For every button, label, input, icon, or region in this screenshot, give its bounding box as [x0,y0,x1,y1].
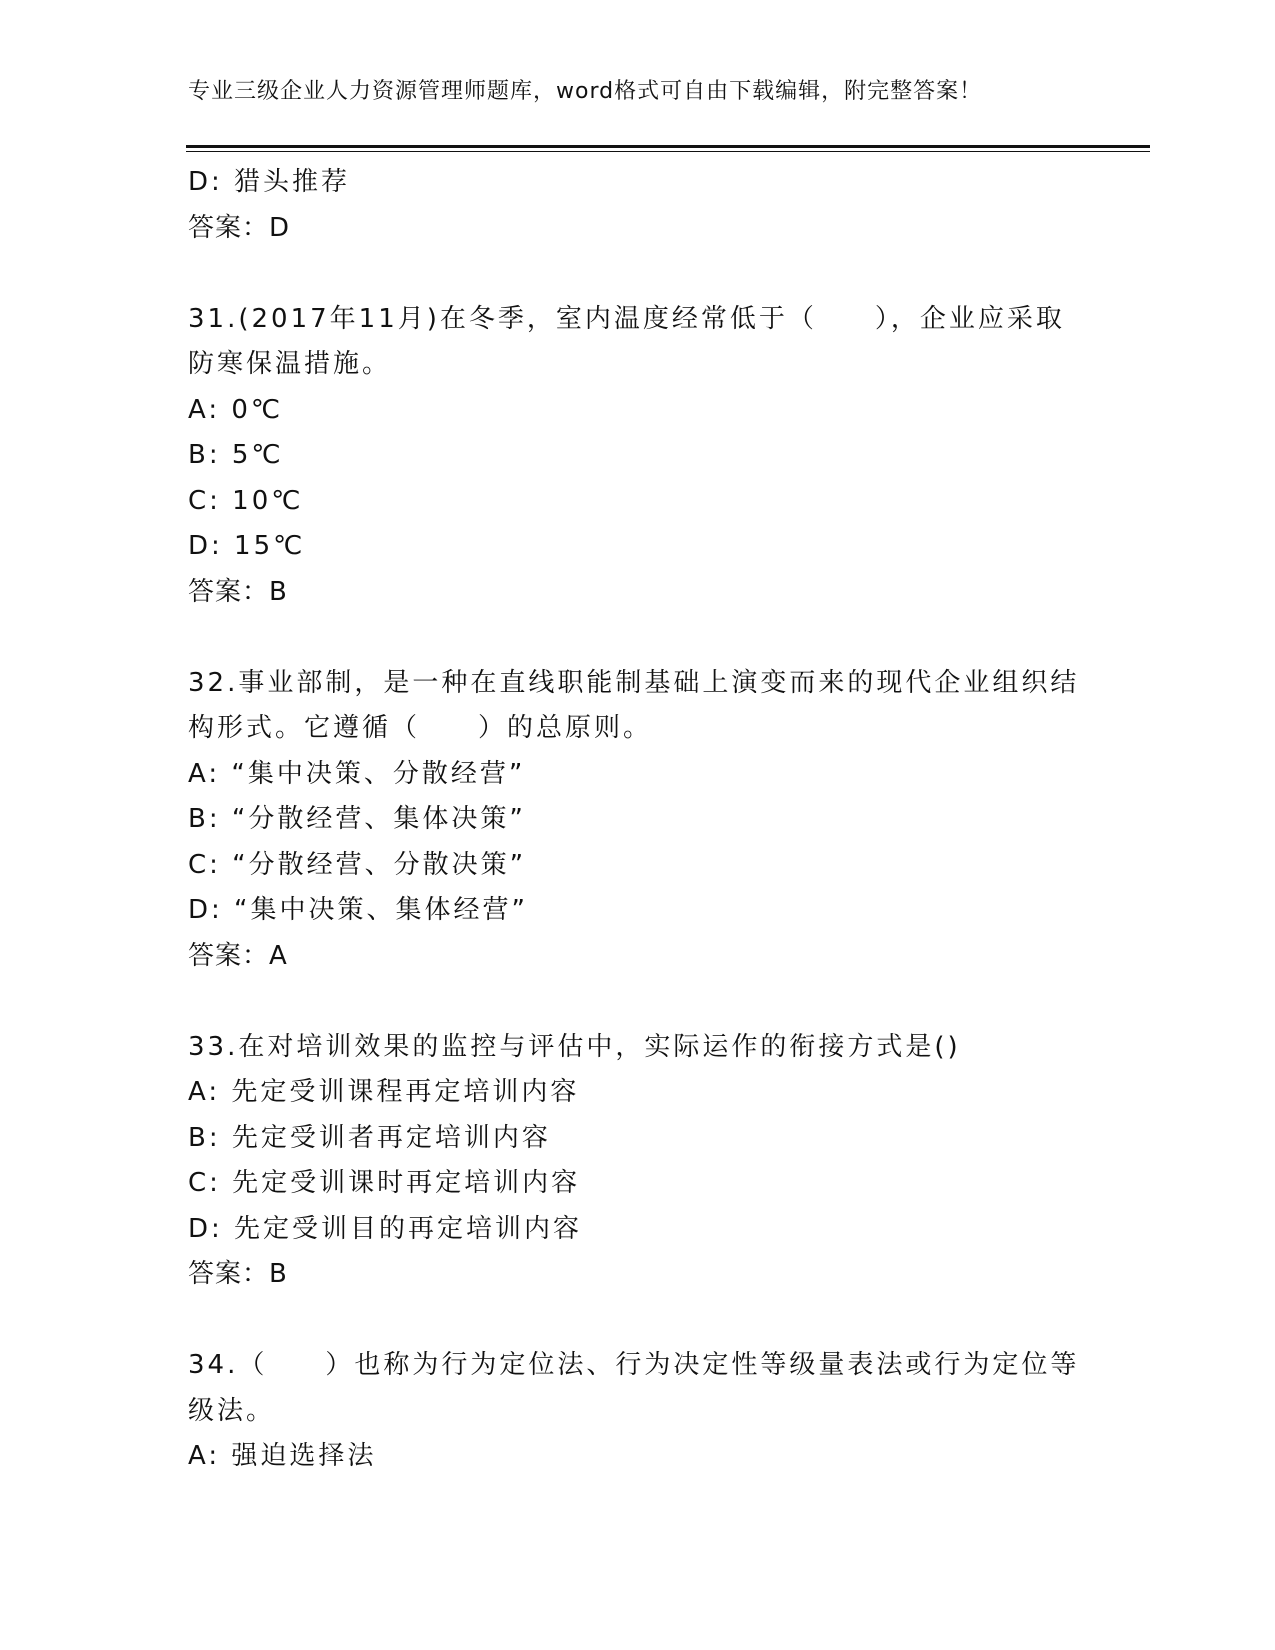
prev-answer: 答案：D [188,212,291,243]
spacer [188,1298,1088,1344]
q31-option-d: D: 15℃ [188,531,306,561]
q32-stem-line2: 构形式。它遵循（ ）的总原则。 [188,713,653,743]
q32-option-a: A: “集中决策、分散经营” [188,758,526,789]
q31-option-c: C: 10℃ [188,485,304,516]
q34-stem-line2: 级法。 [188,1395,276,1426]
prev-option-d: D: 猎头推荐 [188,167,351,197]
q31-stem-line2: 防寒保温措施。 [188,349,392,379]
page-header: 专业三级企业人力资源管理师题库，word格式可自由下载编辑，附完整答案！ [188,79,983,104]
q31-answer: 答案：B [188,576,288,607]
q32-option-c: C: “分散经营、分散决策” [188,849,527,880]
q33-option-d: D: 先定受训目的再定培训内容 [188,1213,583,1244]
q31-stem-line1: 31.(2017年11月)在冬季，室内温度经常低于（ ），企业应采取 [188,303,1065,334]
q32-option-d: D: “集中决策、集体经营” [188,895,528,925]
q31-option-a: A: 0℃ [188,394,284,425]
q33-option-b: B: 先定受训者再定培训内容 [188,1122,551,1153]
q34-option-a: A: 强迫选择法 [188,1441,377,1471]
header-rule [186,145,1150,152]
document-body [188,160,1088,1480]
spacer [188,251,1088,297]
q33-answer: 答案：B [188,1259,288,1289]
spacer [188,615,1088,661]
q32-option-b: B: “分散经营、集体决策” [188,804,526,834]
q33-option-a: A: 先定受训课程再定培训内容 [188,1077,580,1107]
q33-stem-line1: 33.在对培训效果的监控与评估中，实际运作的衔接方式是() [188,1031,961,1062]
q33-option-c: C: 先定受训课时再定培训内容 [188,1168,581,1198]
spacer [188,979,1088,1025]
q32-stem-line1: 32.事业部制，是一种在直线职能制基础上演变而来的现代企业组织结 [188,667,1080,698]
q32-answer: 答案：A [188,940,288,971]
q34-stem-line1: 34.（ ）也称为行为定位法、行为决定性等级量表法或行为定位等 [188,1350,1080,1380]
q31-option-b: B: 5℃ [188,440,284,470]
